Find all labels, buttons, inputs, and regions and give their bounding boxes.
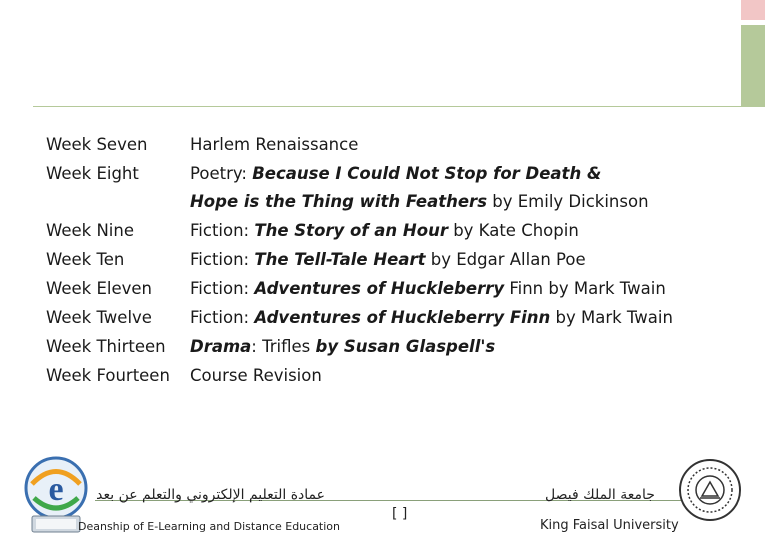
week-label: Week Ten <box>46 250 125 269</box>
university-seal-icon <box>678 458 742 522</box>
topic-text: Course Revision <box>190 366 322 385</box>
work-title: Adventures of Huckleberry <box>254 279 505 298</box>
week-label: Week Thirteen <box>46 337 166 356</box>
topic-suffix: by Edgar Allan Poe <box>425 250 586 269</box>
week-label: Week Eleven <box>46 279 152 298</box>
topic-text <box>190 303 673 332</box>
work-title: Because I Could Not Stop for Death & <box>252 164 602 183</box>
work-title: Adventures of Huckleberry Finn <box>254 308 551 327</box>
topic-text <box>190 216 579 245</box>
deanship-name-arabic: عمادة التعليم الإلكتروني والتعلم عن بعد <box>96 487 325 503</box>
topic-suffix: : Trifles <box>251 337 316 356</box>
topic-text <box>190 332 495 361</box>
university-name-arabic: جامعة الملك فيصل <box>545 487 655 503</box>
week-label: Week Eight <box>46 164 139 183</box>
work-title: The Story of an Hour <box>254 221 448 240</box>
topic-text <box>190 274 666 303</box>
accent-block-pink <box>741 0 765 20</box>
deanship-name-english: Deanship of E-Learning and Distance Education <box>78 520 341 533</box>
topic-suffix: by Kate Chopin <box>447 221 579 240</box>
topic-prefix: Fiction: <box>190 279 255 298</box>
week-label: Week Seven <box>46 135 148 154</box>
topic-prefix: Fiction: <box>190 308 255 327</box>
week-label: Week Nine <box>46 221 134 240</box>
topic-suffix: by Emily Dickinson <box>487 192 649 211</box>
work-title: Drama <box>190 337 252 356</box>
work-author: by Susan Glaspell's <box>315 337 496 356</box>
topic-text <box>190 188 649 216</box>
topic-suffix: by Mark Twain <box>550 308 673 327</box>
accent-block-green <box>741 25 765 107</box>
topic-prefix: Fiction: <box>190 250 255 269</box>
work-title: Hope is the Thing with Feathers <box>190 192 488 211</box>
svg-text:e: e <box>48 471 64 508</box>
topic-text <box>190 245 586 274</box>
week-label: Week Fourteen <box>46 366 170 385</box>
topic-suffix: Finn by Mark Twain <box>504 279 666 298</box>
topic-prefix: Fiction: <box>190 221 255 240</box>
topic-text <box>190 159 601 188</box>
header-rule <box>33 106 741 107</box>
page-number-placeholder: [ ] <box>392 506 408 522</box>
work-title: The Tell-Tale Heart <box>254 250 426 269</box>
week-label: Week Twelve <box>46 308 152 327</box>
topic-prefix: Poetry: <box>190 164 253 183</box>
topic-text: Harlem Renaissance <box>190 135 359 154</box>
university-name-english: King Faisal University <box>540 518 679 533</box>
